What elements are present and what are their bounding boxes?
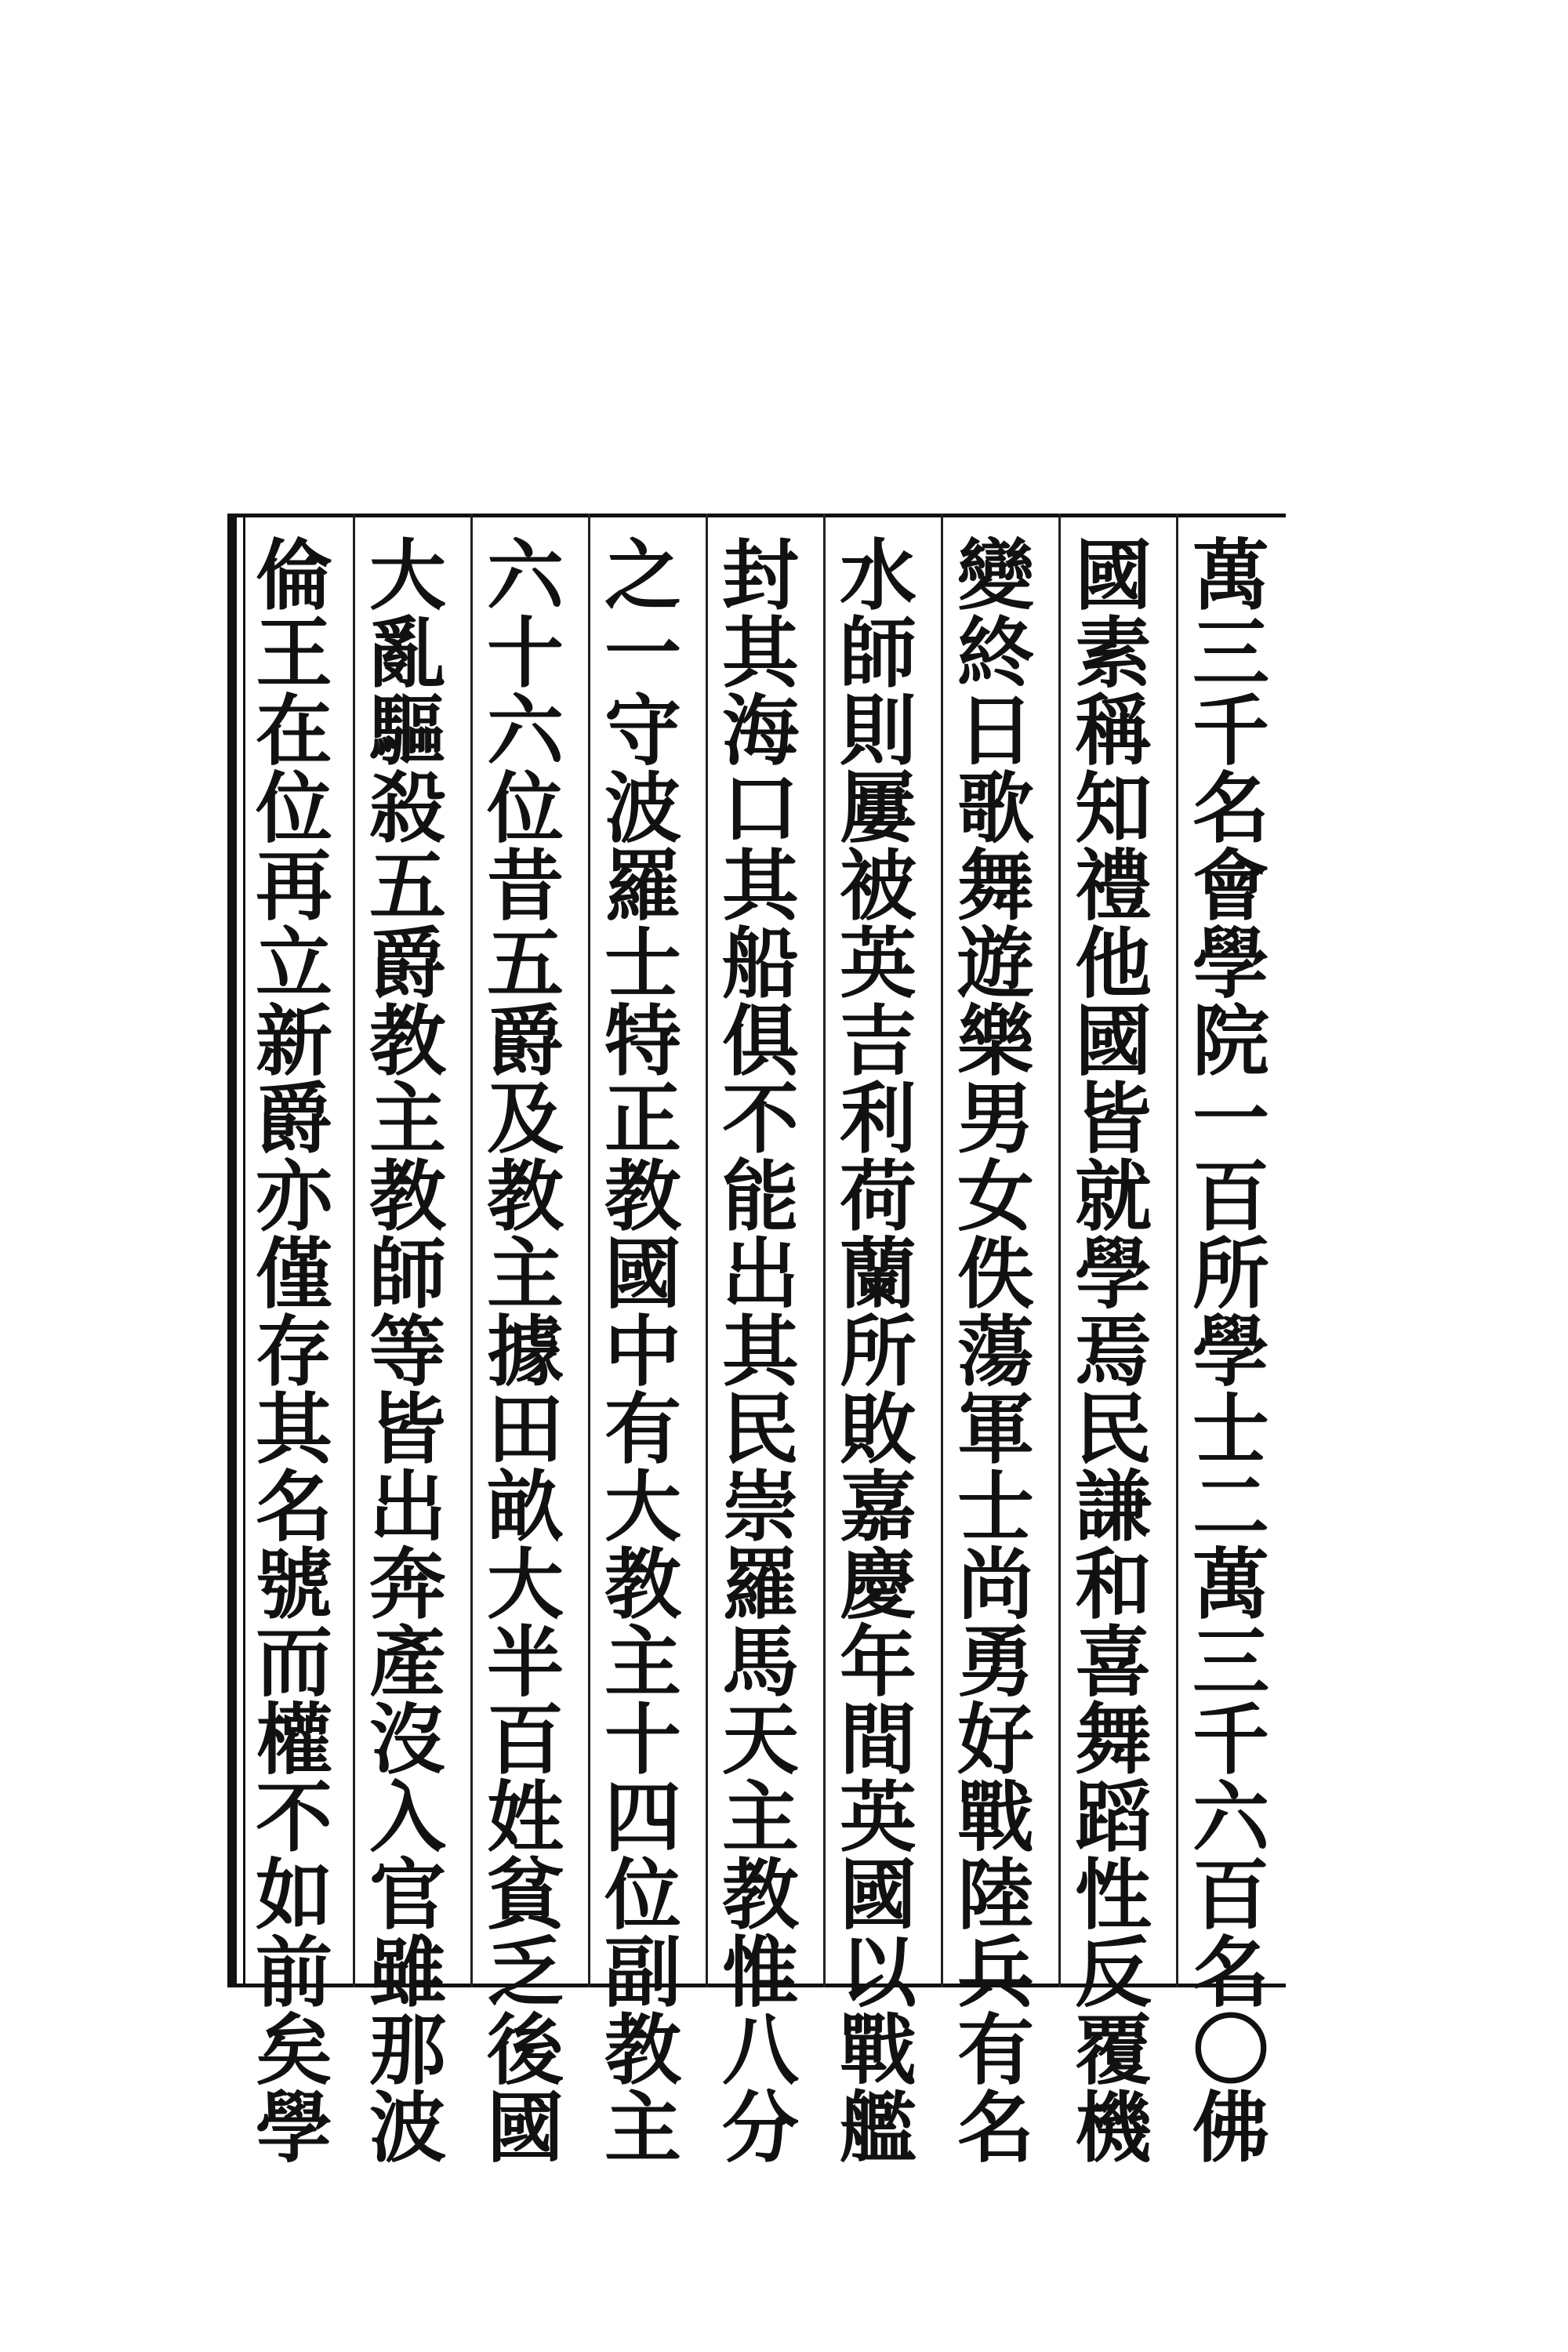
column-rule — [588, 514, 590, 1987]
character: 萬 — [1192, 531, 1269, 621]
character: 俱 — [721, 996, 799, 1087]
character: 再 — [255, 841, 332, 931]
character: 六 — [1192, 1773, 1269, 1863]
column-rule — [823, 514, 826, 1987]
character: 教 — [486, 1152, 564, 1242]
character: 主 — [721, 1773, 799, 1863]
character: 以 — [839, 1928, 916, 2018]
character: 爵 — [368, 919, 446, 1009]
character: 其 — [255, 1385, 332, 1475]
character: 其 — [721, 608, 799, 699]
character: 戰 — [839, 2005, 916, 2096]
character: 軍 — [956, 1385, 1034, 1475]
character: 國 — [486, 2083, 564, 2173]
character: 教 — [368, 1152, 446, 1242]
character: 馬 — [721, 1617, 799, 1708]
character: 國 — [1074, 531, 1152, 621]
character: 封 — [721, 531, 799, 621]
character: 正 — [604, 1074, 681, 1164]
character: 而 — [255, 1617, 332, 1708]
character: 民 — [721, 1385, 799, 1475]
character: 權 — [255, 1695, 332, 1785]
character: 崇 — [721, 1462, 799, 1552]
character: 年 — [839, 1617, 916, 1708]
character: 主 — [604, 2083, 681, 2173]
character: 舞 — [956, 841, 1034, 931]
character: 焉 — [1074, 1307, 1152, 1397]
text-column-4 — [831, 531, 925, 2173]
character: 六 — [486, 531, 564, 621]
character: 利 — [839, 1074, 916, 1164]
character: 十 — [604, 1695, 681, 1785]
character: 覆 — [1074, 2005, 1152, 2096]
character: 遊 — [956, 919, 1034, 1009]
character: 院 — [1192, 996, 1269, 1087]
character: 波 — [368, 2083, 446, 2173]
character: 能 — [721, 1152, 799, 1242]
character: 王 — [255, 608, 332, 699]
character: 半 — [486, 1617, 564, 1708]
character: 教 — [368, 996, 446, 1087]
character: 千 — [1192, 1695, 1269, 1785]
character: 學 — [255, 2083, 332, 2173]
character: 三 — [1192, 608, 1269, 699]
character: 前 — [255, 1928, 332, 2018]
character: 據 — [486, 1307, 564, 1397]
character: 名 — [1192, 764, 1269, 854]
character: 波 — [604, 764, 681, 854]
column-rule — [706, 514, 708, 1987]
column-rule — [1176, 514, 1178, 1987]
character: 反 — [1074, 1928, 1152, 2018]
character: 戰 — [956, 1773, 1034, 1863]
character: 敗 — [839, 1385, 916, 1475]
character: 不 — [255, 1773, 332, 1863]
character: 和 — [1074, 1540, 1152, 1630]
character: 一 — [604, 608, 681, 699]
character: 舞 — [1074, 1695, 1152, 1785]
character: 禮 — [1074, 841, 1152, 931]
character: 不 — [721, 1074, 799, 1164]
character: 所 — [1192, 1229, 1269, 1319]
character: 號 — [255, 1540, 332, 1630]
character: 主 — [604, 1617, 681, 1708]
character: 驅 — [368, 686, 446, 776]
character: 千 — [1192, 686, 1269, 776]
character: 水 — [839, 531, 916, 621]
character: 蕩 — [956, 1307, 1034, 1397]
character: 女 — [956, 1152, 1034, 1242]
character: 五 — [486, 919, 564, 1009]
character: 國 — [1074, 996, 1152, 1087]
character: 喜 — [1074, 1617, 1152, 1708]
character: 會 — [1192, 841, 1269, 931]
character: 國 — [604, 1229, 681, 1319]
character: 師 — [839, 608, 916, 699]
character: 則 — [839, 686, 916, 776]
character: 官 — [368, 1850, 446, 1940]
character: 性 — [1074, 1850, 1152, 1940]
character: 如 — [255, 1850, 332, 1940]
character: 百 — [1192, 1850, 1269, 1940]
character: 三 — [1192, 1617, 1269, 1708]
character: 六 — [486, 686, 564, 776]
character: 樂 — [956, 996, 1034, 1087]
character: 萬 — [1192, 1540, 1269, 1630]
character: 位 — [604, 1850, 681, 1940]
character: 惟 — [721, 1928, 799, 2018]
character: 師 — [368, 1229, 446, 1319]
character: 就 — [1074, 1152, 1152, 1242]
character: 船 — [721, 919, 799, 1009]
character: 所 — [839, 1307, 916, 1397]
character: 雖 — [368, 1928, 446, 2018]
text-column-8 — [361, 531, 455, 2173]
character: 英 — [839, 919, 916, 1009]
character: 有 — [604, 1385, 681, 1475]
character: 歌 — [956, 764, 1034, 854]
character: 艦 — [839, 2083, 916, 2173]
character: 勇 — [956, 1617, 1034, 1708]
character: 尚 — [956, 1540, 1034, 1630]
character: 學 — [1192, 919, 1269, 1009]
text-column-1 — [1184, 531, 1278, 2173]
column-rule — [941, 514, 943, 1987]
character: 間 — [839, 1695, 916, 1785]
text-column-9 — [247, 531, 341, 2173]
text-column-5 — [713, 531, 808, 2173]
character: 陸 — [956, 1850, 1034, 1940]
character: 學 — [1074, 1229, 1152, 1319]
character: 荷 — [839, 1152, 916, 1242]
character: 海 — [721, 686, 799, 776]
character: 百 — [486, 1695, 564, 1785]
character: 大 — [368, 531, 446, 621]
character: 奔 — [368, 1540, 446, 1630]
character: 矣 — [255, 2005, 332, 2096]
character: 民 — [1074, 1385, 1152, 1475]
character: 田 — [486, 1385, 564, 1475]
text-column-7 — [478, 531, 572, 2173]
character: 新 — [255, 996, 332, 1087]
character: 英 — [839, 1773, 916, 1863]
character: 學 — [1192, 1307, 1269, 1397]
character: 天 — [721, 1695, 799, 1785]
character: 被 — [839, 841, 916, 931]
character: 蘭 — [839, 1229, 916, 1319]
character: 教 — [604, 1540, 681, 1630]
character: 〇 — [1192, 2005, 1269, 2096]
text-column-6 — [596, 531, 690, 2173]
character: 教 — [721, 1850, 799, 1940]
character: 副 — [604, 1928, 681, 2018]
character: 教 — [604, 1152, 681, 1242]
character: 大 — [604, 1462, 681, 1552]
character: 沒 — [368, 1695, 446, 1785]
character: 其 — [721, 1307, 799, 1397]
column-rule — [353, 514, 355, 1987]
character: 男 — [956, 1074, 1034, 1164]
character: 亂 — [368, 608, 446, 699]
character: 中 — [604, 1307, 681, 1397]
column-rule — [470, 514, 473, 1987]
character: 五 — [368, 841, 446, 931]
character: 教 — [604, 2005, 681, 2096]
character: 大 — [486, 1540, 564, 1630]
character: 兵 — [956, 1928, 1034, 2018]
character: 名 — [255, 1462, 332, 1552]
character: 屢 — [839, 764, 916, 854]
character: 分 — [721, 2083, 799, 2173]
character: 百 — [1192, 1152, 1269, 1242]
character: 士 — [956, 1462, 1034, 1552]
character: 稱 — [1074, 686, 1152, 776]
character: 十 — [486, 608, 564, 699]
character: 後 — [486, 2005, 564, 2096]
character: 位 — [486, 764, 564, 854]
character: 昔 — [486, 841, 564, 931]
character: 其 — [721, 841, 799, 931]
character: 蹈 — [1074, 1773, 1152, 1863]
character: 他 — [1074, 919, 1152, 1009]
character: 機 — [1074, 2083, 1152, 2173]
character: 素 — [1074, 608, 1152, 699]
character: 口 — [721, 764, 799, 854]
character: 主 — [486, 1229, 564, 1319]
character: 位 — [255, 764, 332, 854]
character: 皆 — [368, 1385, 446, 1475]
character: 出 — [721, 1229, 799, 1319]
character: 入 — [368, 1773, 446, 1863]
character: 好 — [956, 1695, 1034, 1785]
character: 知 — [1074, 764, 1152, 854]
character: 四 — [604, 1773, 681, 1863]
character: 爵 — [486, 996, 564, 1087]
character: 存 — [255, 1307, 332, 1397]
character: 主 — [368, 1074, 446, 1164]
column-rule — [1058, 514, 1061, 1987]
character: 姓 — [486, 1773, 564, 1863]
character: 皆 — [1074, 1074, 1152, 1164]
character: 士 — [1192, 1385, 1269, 1475]
text-column-2 — [1066, 531, 1160, 2173]
character: 佛 — [1192, 2083, 1269, 2173]
character: 謙 — [1074, 1462, 1152, 1552]
character: 那 — [368, 2005, 446, 2096]
character: 爵 — [255, 1074, 332, 1164]
text-column-3 — [949, 531, 1043, 2173]
character: 有 — [956, 2005, 1034, 2096]
character: 二 — [1192, 1462, 1269, 1552]
character: 殺 — [368, 764, 446, 854]
character: 羅 — [604, 841, 681, 931]
character: 慶 — [839, 1540, 916, 1630]
character: 等 — [368, 1307, 446, 1397]
character: 日 — [956, 686, 1034, 776]
character: 吉 — [839, 996, 916, 1087]
character: 產 — [368, 1617, 446, 1708]
character: 亦 — [255, 1152, 332, 1242]
character: 在 — [255, 686, 332, 776]
character: 貧 — [486, 1850, 564, 1940]
character: 守 — [604, 686, 681, 776]
character: 名 — [1192, 1928, 1269, 2018]
character: 名 — [956, 2083, 1034, 2173]
character: 終 — [956, 608, 1034, 699]
character: 一 — [1192, 1074, 1269, 1164]
character: 特 — [604, 996, 681, 1087]
character: 八 — [721, 2005, 799, 2096]
character: 羅 — [721, 1540, 799, 1630]
character: 士 — [604, 919, 681, 1009]
character: 變 — [956, 531, 1034, 621]
character: 乏 — [486, 1928, 564, 2018]
character: 僅 — [255, 1229, 332, 1319]
character: 倫 — [255, 531, 332, 621]
character: 立 — [255, 919, 332, 1009]
character: 畝 — [486, 1462, 564, 1552]
character: 及 — [486, 1074, 564, 1164]
character: 出 — [368, 1462, 446, 1552]
character: 之 — [604, 531, 681, 621]
character: 嘉 — [839, 1462, 916, 1552]
character: 國 — [839, 1850, 916, 1940]
character: 佚 — [956, 1229, 1034, 1319]
